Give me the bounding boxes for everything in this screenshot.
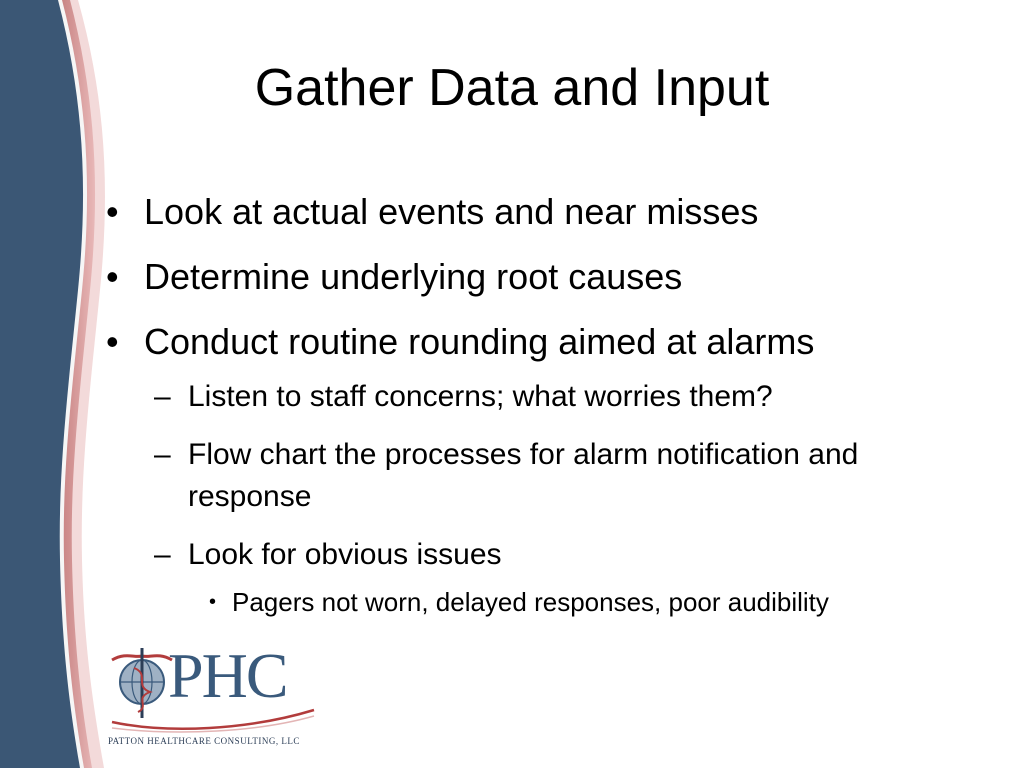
sub-bullet-dash: – bbox=[154, 538, 171, 571]
bullet-item bbox=[104, 320, 1004, 364]
bullet-text: Determine underlying root causes bbox=[144, 256, 683, 297]
sub-bullet-text: Flow chart the processes for alarm notification and response bbox=[188, 438, 859, 513]
sub-bullet-dash: – bbox=[154, 438, 171, 471]
sub-sub-bullet-item bbox=[104, 584, 1004, 620]
sub-bullet-item bbox=[104, 534, 1004, 576]
bullet-item bbox=[104, 190, 1004, 234]
sub-bullet-text: Listen to staff concerns; what worries them? bbox=[188, 380, 773, 413]
sub-bullet-item bbox=[104, 376, 1004, 418]
sub-bullet-item bbox=[104, 434, 948, 518]
slide-body bbox=[104, 190, 1004, 620]
sub-bullet-text: Look for obvious issues bbox=[188, 538, 502, 571]
bullet-dot: • bbox=[106, 191, 119, 232]
bullet-text: Look at actual events and near misses bbox=[144, 191, 759, 232]
slide-title: Gather Data and Input bbox=[254, 59, 770, 117]
logo-letters: PHC bbox=[168, 640, 287, 711]
sub-sub-bullet-dot: • bbox=[209, 591, 217, 613]
sub-bullet-dash: – bbox=[154, 380, 171, 413]
bullet-dot: • bbox=[106, 256, 119, 297]
bullet-dot: • bbox=[106, 321, 119, 362]
sub-sub-bullet-text: Pagers not worn, delayed responses, poor audibility bbox=[232, 587, 829, 617]
bullet-item bbox=[104, 255, 1004, 299]
logo-swoosh bbox=[108, 704, 318, 734]
logo-caption: PATTON HEALTHCARE CONSULTING, LLC bbox=[108, 736, 300, 746]
bullet-text: Conduct routine rounding aimed at alarms bbox=[144, 321, 815, 362]
phc-logo bbox=[108, 640, 318, 755]
